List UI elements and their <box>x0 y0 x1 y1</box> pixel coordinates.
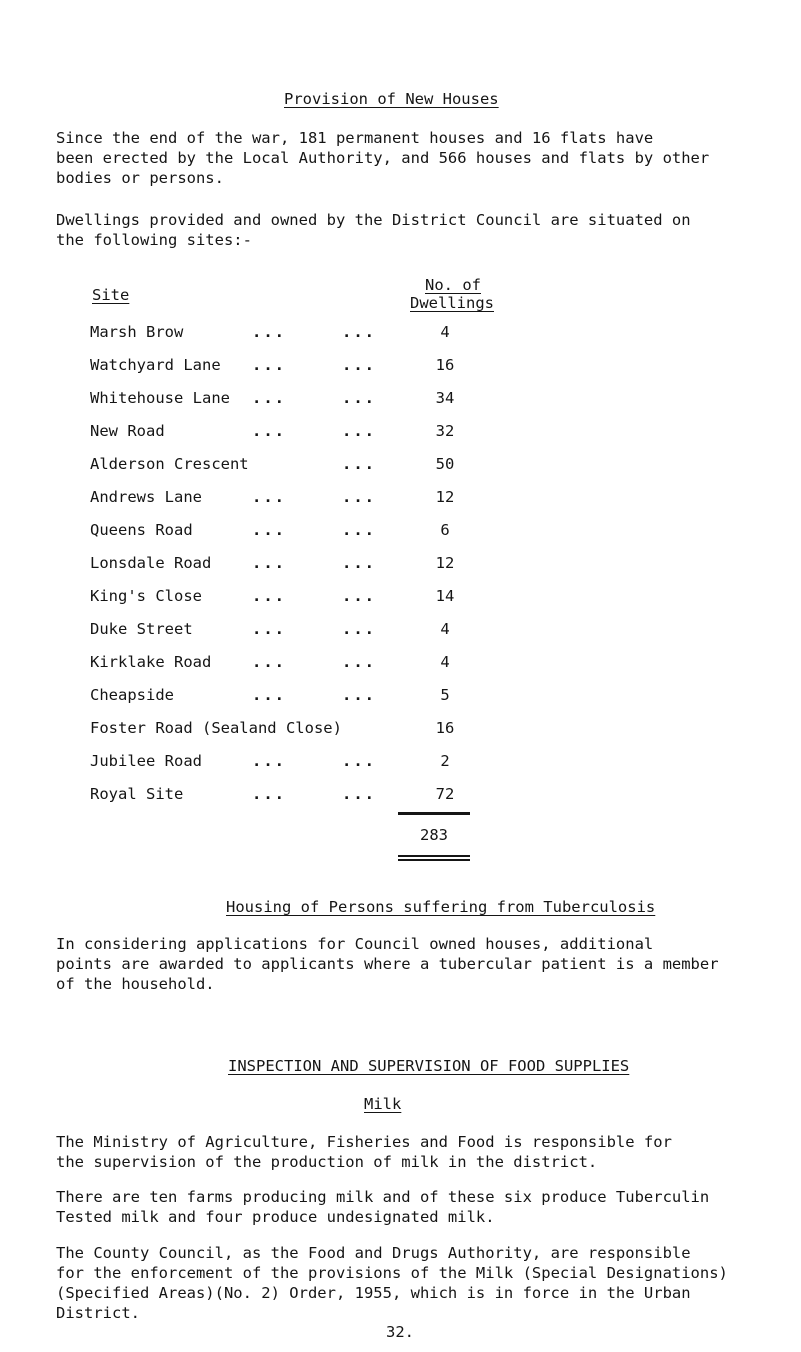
page-number: 32. <box>386 1323 414 1341</box>
leader-dots: ... <box>342 521 376 539</box>
table-row <box>90 653 600 673</box>
leader-dots: ... <box>342 686 376 704</box>
leader-dots: ... <box>252 521 286 539</box>
dwelling-count: 16 <box>435 719 455 737</box>
paragraph-tuberculosis: In considering applications for Council owned houses, additional points are awarded to applicants where a tubercular patient is a member of the household. <box>56 935 719 993</box>
dwelling-count: 50 <box>435 455 455 473</box>
leader-dots: ... <box>342 785 376 803</box>
site-name: Watchyard Lane <box>90 356 221 374</box>
dwelling-count: 34 <box>435 389 455 407</box>
site-name: Jubilee Road <box>90 752 202 770</box>
leader-dots: ... <box>252 554 286 572</box>
leader-dots: ... <box>342 422 376 440</box>
leader-dots: ... <box>252 323 286 341</box>
dwelling-count: 4 <box>440 653 450 671</box>
paragraph-new-houses: Since the end of the war, 181 permanent houses and 16 flats have been erected by the Local Authority, and 566 houses and flats by other bodies or persons. <box>56 129 710 187</box>
table-row <box>90 554 600 574</box>
leader-dots: ... <box>252 422 286 440</box>
paragraph-sites-intro: Dwellings provided and owned by the District Council are situated on the following sites:- <box>56 211 691 249</box>
leader-dots: ... <box>252 356 286 374</box>
column-header-no-of: No. of <box>425 276 481 294</box>
paragraph-milk-ministry: The Ministry of Agriculture, Fisheries and Food is responsible for the supervision of the production of milk in the district. <box>56 1133 672 1171</box>
site-name: Alderson Crescent <box>90 455 249 473</box>
site-name: Queens Road <box>90 521 193 539</box>
dwelling-count: 6 <box>440 521 450 539</box>
leader-dots: ... <box>252 587 286 605</box>
leader-dots: ... <box>252 620 286 638</box>
heading-tuberculosis: Housing of Persons suffering from Tuberculosis <box>226 898 656 916</box>
heading-new-houses: Provision of New Houses <box>284 90 499 108</box>
site-name: Andrews Lane <box>90 488 202 506</box>
table-row <box>90 455 600 475</box>
leader-dots: ... <box>252 785 286 803</box>
site-name: Whitehouse Lane <box>90 389 230 407</box>
dwelling-count: 5 <box>440 686 450 704</box>
leader-dots: ... <box>342 587 376 605</box>
dwelling-count: 12 <box>435 554 455 572</box>
leader-dots: ... <box>252 686 286 704</box>
table-row <box>90 620 600 640</box>
dwelling-count: 12 <box>435 488 455 506</box>
dwelling-count: 2 <box>440 752 450 770</box>
site-name: Foster Road (Sealand Close) <box>90 719 342 737</box>
subheading-milk: Milk <box>364 1095 402 1113</box>
table-row <box>90 521 600 541</box>
site-name: King's Close <box>90 587 202 605</box>
site-name: Kirklake Road <box>90 653 212 671</box>
table-row <box>90 785 600 805</box>
site-name: Marsh Brow <box>90 323 184 341</box>
leader-dots: ... <box>252 653 286 671</box>
table-row <box>90 356 600 376</box>
column-header-dwellings: Dwellings <box>410 294 494 312</box>
site-name: New Road <box>90 422 165 440</box>
table-row <box>90 323 600 343</box>
dwelling-count: 72 <box>435 785 455 803</box>
total-double-rule-2 <box>398 859 470 861</box>
leader-dots: ... <box>342 488 376 506</box>
leader-dots: ... <box>342 323 376 341</box>
paragraph-milk-county: The County Council, as the Food and Drugs Authority, are responsible for the enforcement of the provisions of the Milk (Special Designations) (Specified Areas)(No. 2) Order, 1955, which is in force in the Urban District. <box>56 1244 728 1322</box>
table-row <box>90 587 600 607</box>
total-double-rule-1 <box>398 855 470 857</box>
dwelling-count: 4 <box>440 323 450 341</box>
leader-dots: ... <box>342 356 376 374</box>
dwelling-count: 16 <box>435 356 455 374</box>
site-name: Duke Street <box>90 620 193 638</box>
table-row <box>90 686 600 706</box>
leader-dots: ... <box>342 554 376 572</box>
leader-dots: ... <box>252 389 286 407</box>
dwelling-count: 32 <box>435 422 455 440</box>
leader-dots: ... <box>342 455 376 473</box>
site-name: Royal Site <box>90 785 184 803</box>
column-header-site: Site <box>92 286 130 304</box>
table-row <box>90 719 600 739</box>
heading-food-supplies: INSPECTION AND SUPERVISION OF FOOD SUPPLIES <box>228 1057 630 1075</box>
site-name: Cheapside <box>90 686 174 704</box>
site-name: Lonsdale Road <box>90 554 212 572</box>
leader-dots: ... <box>252 488 286 506</box>
leader-dots: ... <box>342 620 376 638</box>
leader-dots: ... <box>342 389 376 407</box>
table-row <box>90 752 600 772</box>
total-rule-top <box>398 812 470 815</box>
table-row <box>90 488 600 508</box>
dwellings-total: 283 <box>420 826 448 844</box>
table-row <box>90 422 600 442</box>
dwelling-count: 14 <box>435 587 455 605</box>
table-row <box>90 389 600 409</box>
leader-dots: ... <box>252 752 286 770</box>
leader-dots: ... <box>342 752 376 770</box>
leader-dots: ... <box>342 653 376 671</box>
paragraph-milk-farms: There are ten farms producing milk and of these six produce Tuberculin Tested milk and four produce undesignated milk. <box>56 1188 710 1226</box>
dwelling-count: 4 <box>440 620 450 638</box>
